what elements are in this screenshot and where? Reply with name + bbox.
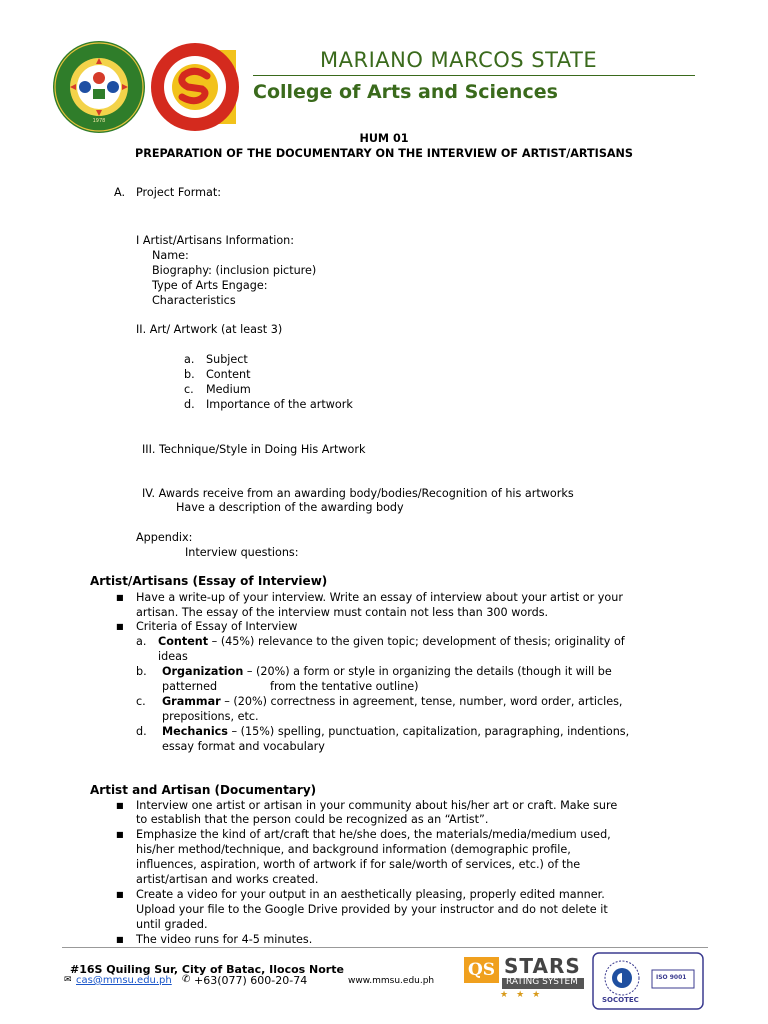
footer-divider (62, 947, 708, 948)
list-item: Content (206, 368, 251, 381)
bullet-icon: ■ (116, 830, 124, 839)
college-logo (150, 40, 240, 134)
criterion-line (158, 634, 625, 649)
paragraph-line: artist/artisan and works created. (136, 873, 319, 886)
phone-icon: ✆ (182, 974, 191, 985)
project-format-label: Project Format: (136, 186, 222, 199)
rating-system-label: RATING SYSTEM (506, 977, 578, 987)
paragraph-line: Create a video for your output in an aesthetically pleasing, properly edited manner. (136, 888, 605, 901)
paragraph-line: Emphasize the kind of art/craft that he/she does, the materials/media/medium used, (136, 828, 611, 841)
criterion-desc: – (45%) relevance to the given topic; development of thesis; originality of (208, 635, 625, 648)
paragraph-line: The video runs for 4-5 minutes. (136, 933, 313, 946)
section-1-title: I Artist/Artisans Information: (136, 234, 295, 247)
list-item: Biography: (inclusion picture) (152, 264, 317, 277)
qs-stars-badge (464, 954, 588, 1006)
paragraph-line: his/her method/technique, and background information (demographic profile, (136, 843, 571, 856)
socotec-iso-badge (592, 952, 704, 1010)
appendix-subtext: Interview questions: (185, 546, 299, 559)
institution-name: MARIANO MARCOS STATE (320, 48, 598, 72)
qs-logo: QS (464, 957, 499, 983)
criterion-line: patterned (162, 680, 218, 693)
list-marker: d. (184, 398, 195, 411)
list-marker: a. (136, 635, 147, 648)
bullet-icon: ■ (116, 935, 124, 944)
bullet-icon: ■ (116, 890, 124, 899)
section-4-title: IV. Awards receive from an awarding body/bodies/Recognition of his artworks (142, 487, 574, 500)
criterion-line (162, 664, 612, 679)
criterion-name: Content (158, 635, 209, 648)
criterion-line: from the tentative outline) (270, 680, 419, 693)
university-seal (52, 40, 146, 134)
bullet-icon: ■ (116, 593, 124, 602)
criterion-desc: – (20%) a form or style in organizing the details (though it will be (243, 665, 612, 678)
stars-label: STARS (504, 954, 581, 978)
criterion-desc: – (15%) spelling, punctuation, capitalization, paragraphing, indentions, (227, 725, 630, 738)
section-4-subtext: Have a description of the awarding body (176, 501, 404, 514)
criterion-line: prepositions, etc. (162, 710, 259, 723)
footer-website-link[interactable]: www.mmsu.edu.ph (348, 976, 435, 986)
list-item: Type of Arts Engage: (152, 279, 268, 292)
footer-phone: +63(077) 600-20-74 (194, 974, 308, 987)
star-rating-icon: ★★★ (500, 990, 549, 1000)
criterion-name: Organization (162, 665, 244, 678)
footer-email-link[interactable]: cas@mmsu.edu.ph (76, 975, 172, 986)
paragraph-line: Upload your file to the Google Drive provided by your instructor and do not delete it (136, 903, 608, 916)
list-marker: A. (114, 186, 126, 199)
iso-label: ISO 9001 (656, 974, 687, 981)
list-marker: b. (184, 368, 195, 381)
list-marker: a. (184, 353, 195, 366)
bullet-icon: ■ (116, 622, 124, 631)
list-marker: c. (136, 695, 146, 708)
list-marker: c. (184, 383, 194, 396)
list-item: Name: (152, 249, 189, 262)
paragraph-line: influences, aspiration, worth of artwork if for sale/worth of services, etc.) of the (136, 858, 581, 871)
list-item: Importance of the artwork (206, 398, 353, 411)
seal-year: 1978 (92, 118, 106, 124)
appendix-label: Appendix: (136, 531, 193, 544)
list-marker: d. (136, 725, 147, 738)
course-code: HUM 01 (359, 132, 409, 145)
criterion-line (162, 724, 629, 739)
paragraph-line: artisan. The essay of the interview must contain not less than 300 words. (136, 606, 549, 619)
cas-logo-icon (150, 40, 240, 134)
bullet-icon: ■ (116, 801, 124, 810)
socotec-label: SOCOTEC (602, 996, 639, 1004)
header-divider (253, 75, 695, 76)
list-item: Characteristics (152, 294, 236, 307)
criterion-line (162, 694, 623, 709)
document-title: PREPARATION OF THE DOCUMENTARY ON THE INTERVIEW OF ARTIST/ARTISANS (135, 147, 633, 160)
criterion-desc: – (20%) correctness in agreement, tense, number, word order, articles, (220, 695, 623, 708)
paragraph-line: until graded. (136, 918, 208, 931)
list-marker: b. (136, 665, 147, 678)
mail-icon: ✉ (64, 975, 72, 985)
list-item: Subject (206, 353, 248, 366)
criterion-name: Grammar (162, 695, 221, 708)
section-2-title: II. Art/ Artwork (at least 3) (136, 323, 283, 336)
list-item: Medium (206, 383, 251, 396)
criteria-label: Criteria of Essay of Interview (136, 620, 298, 633)
criterion-line: essay format and vocabulary (162, 740, 325, 753)
college-name: College of Arts and Sciences (253, 81, 558, 103)
documentary-heading: Artist and Artisan (Documentary) (90, 783, 317, 797)
criterion-line: ideas (158, 650, 188, 663)
section-3-title: III. Technique/Style in Doing His Artwork (142, 443, 366, 456)
paragraph-line: Have a write-up of your interview. Write an essay of interview about your artist or your (136, 591, 623, 604)
criterion-name: Mechanics (162, 725, 228, 738)
paragraph-line: Interview one artist or artisan in your community about his/her art or craft. Make sure (136, 799, 618, 812)
footer-address: #16S Quiling Sur, City of Batac, Ilocos Norte (70, 963, 344, 976)
essay-heading: Artist/Artisans (Essay of Interview) (90, 574, 328, 588)
paragraph-line: to establish that the person could be recognized as an “Artist”. (136, 813, 489, 826)
